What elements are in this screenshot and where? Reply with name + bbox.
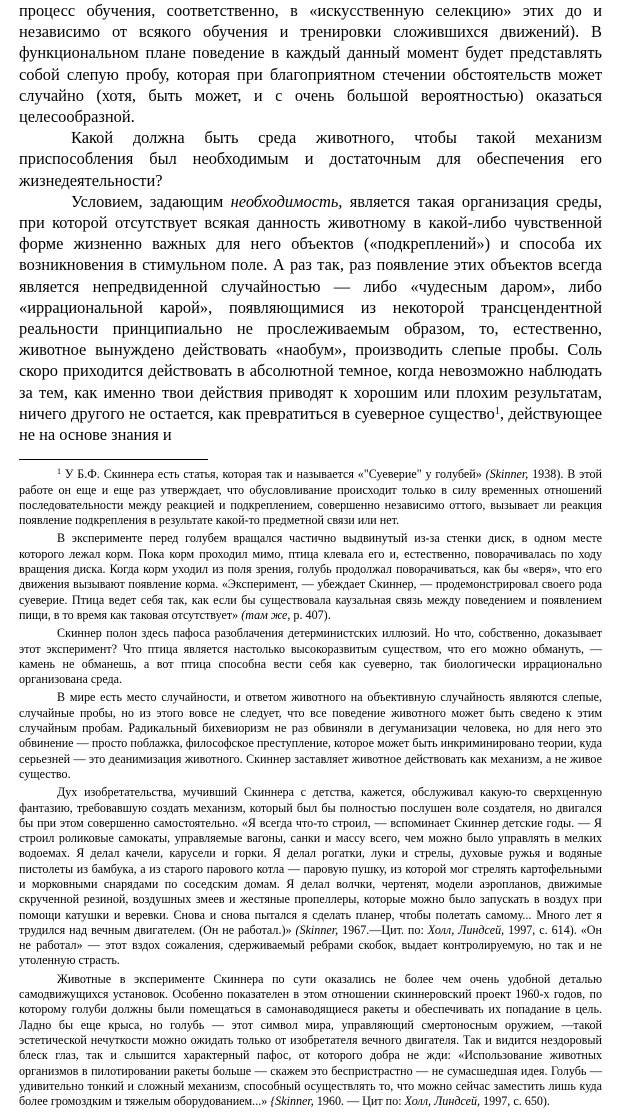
footnote-1-text-b: 1938). В этой работе он еще и еще раз утверждает, что обусловливание происходит только в силу временных отношений последовательности между реакцией и подкреплением, совершенно независимо оттого, вызывает ли реакция появление подкрепления в результате какой-то предметной связи или нет. — [19, 467, 602, 528]
footnote-5-citation-2: Холл, Линдсей, — [427, 922, 505, 937]
paragraph-1 — [19, 0, 602, 127]
footnote-1-text-a: У Б.Ф. Скиннера есть статья, которая так и называется «"Суеверие" у голубей» — [61, 467, 486, 482]
main-text — [19, 0, 602, 445]
footnote-paragraph-3 — [19, 626, 602, 687]
paragraph-1-text: процесс обучения, соответственно, в «искусственную селекцию» этих до и независимо от всякого обучения и тренировки сложившихся движений). В функциональном плане поведение в каждый данный момент будет представлять собой слепую пробу, которая при благоприятном стечении обстоятельств может случайно (хотя, быть может, и с очень большой вероятностью) оказаться целесообразной. — [19, 1, 602, 127]
footnotes — [19, 467, 602, 1109]
footnote-paragraph-6 — [19, 972, 602, 1110]
paragraph-3-text-a: Условием, задающим — [71, 191, 231, 211]
footnote-6-text-b: 1960. — Цит по: — [313, 1094, 405, 1109]
footnote-2-text-b: р. 407). — [290, 607, 331, 622]
footnote-2-citation: (там же, — [241, 607, 291, 622]
footnote-ref-1[interactable]: 1 — [494, 405, 500, 417]
footnote-5-citation-1: (Skinner, — [295, 922, 339, 937]
footnote-5-text-b: 1967.—Цит. по: — [338, 922, 428, 937]
footnote-paragraph-5 — [19, 785, 602, 969]
footnote-6-text-c: 1997, с. 650). — [480, 1094, 550, 1109]
document-page — [19, 0, 602, 1112]
footnote-4-text: В мире есть место случайности, и ответом животного на объективную случайность являются слепые, случайные пробы, но из этого вовсе не следует, что все поведение животного может быть сведено к этим случайным пробам. Радикальный бихевиоризм не раз обвиняли в дегуманизации человека, но для него это обвинение — просто поблажка, философское преступление, которое может быть инкриминировано теории, куда серьезней — это деанимизация животного. Скиннер заставляет животное действовать как механизм, а не живое существо. — [19, 690, 602, 781]
paragraph-2 — [19, 127, 602, 191]
footnote-2-text-a: В эксперименте перед голубем вращался частично выдвинутый из-за стенки диск, в одном месте которого лежал корм. Пока корм проходил мимо, птица клевала его и, естественно, поворачивалась по ходу вращения диска. Когда корм уходил из поля зрения, голубь продолжал поворачиваться, как бы «веря», что его движения вызывают появление корма. «Эксперимент, — убеждает Скиннер, — продемонстрировал своего рода суеверие. Птица ведет себя так, как если бы существовала каузальная связь между поведением и появлением пищи, в то время как таковая отсутствует» — [19, 531, 602, 622]
footnote-6-citation-2: Холл, Линдсей, — [404, 1094, 481, 1109]
footnote-5-text-c: 1997, с. 614). «Он не работал» — этот вздох сожаления, сдерживаемый ребрами скобок, выдает контролируемую, но так и не утоленную страсть. — [19, 922, 602, 968]
paragraph-2-text: Какой должна быть среда животного, чтобы такой механизм приспособления был необходимым и достаточным для обеспечения его жизнедеятельности? — [19, 128, 602, 190]
footnote-3-text: Скиннер полон здесь пафоса разоблачения детерминистских иллюзий. Но что, собственно, доказывает этот эксперимент? Что птица является настолько высокоразвитым существом, что его можно обмануть, — камень не обманешь, а вот птица способна вести себя как суеверно, так биологически иррационально организована среда. — [19, 626, 602, 687]
footnote-marker-1: 1 — [57, 467, 61, 477]
footnote-paragraph-2 — [19, 531, 602, 623]
footnote-6-citation-1: {Skinner, — [270, 1094, 314, 1109]
footnote-paragraph-4 — [19, 690, 602, 782]
footnote-separator — [19, 459, 208, 460]
footnote-6-text-a: Животные в эксперименте Скиннера по сути оказались не более чем очень удобной деталью самодвижущихся установок. Особенно показателен в этом отношении скиннеровский проект 1960-х годов, по которому голуби должны были помещаться в самонаводящиеся ракеты и обеспечивать их попадание в цель. Ладно бы еще крыса, но голубь — этот символ мира, управляющий смертоносным оружием, —такой эстетической нечуткости можно ожидать только от изобретателя вечного двигателя. Так и видится нездоровый блеск глаз, так и слышится характерный пафос, от которого добра не жди: «Использование животных организмов в пилотировании ракеты больше — скажем это беспристрастно — не сумасшедшая идея. Голубь — удивительно тонкий и сложный механизм, способный осуществлять то, что можно сейчас заместить лишь куда более громоздким и тяжелым оборудованием...» — [19, 971, 602, 1109]
footnote-1-citation: (Skinner, — [485, 467, 529, 482]
paragraph-3-text-c: , действующее не на основе знания и — [19, 403, 602, 445]
footnote-5-text-a: Дух изобретательства, мучивший Скиннера с детства, кажется, обслуживал какую-то сверхценную фантазию, требовавшую создать механизм, который был бы полностью послушен воле создателя, но двигался бы при этом совершенно самостоятельно. «Я всегда что-то строил, — вспоминает Скиннер детские годы. — Я строил роликовые самокаты, управляемые вагоны, санки и массу всего, чем можно было управлять в мелких водоемах. Я делал качели, карусели и горки. Я делал рогатки, луки и стрелы, духовые ружья и водяные пистолеты из бамбука, а из старого парового котла — паровую пушку, из которой мог стрелять картофельными и морковными снарядами по соседским домам. Я делал волчки, чертенят, модели аэропланов, движимые скрученной резиной, воздушных змеев и жестяные пропеллеры, которые можно было запускать в воздух при помощи катушки и веревки. Снова и снова пытался я сделать планер, чтобы полетать самому... Много лет я трудился над вечным двигателем. (Он не работал.)» — [19, 785, 602, 937]
emphasis-neobkhodimost: необходимость, — [230, 191, 343, 211]
footnote-1 — [19, 467, 602, 528]
paragraph-3 — [19, 191, 602, 445]
paragraph-3-text-b: является такая организация среды, при которой отсутствует всякая данность животному в какой-либо чувственной форме жизненно важных для него объектов («подкреплений») и способа их возникновения в стимульном поле. А раз так, раз появление этих объектов всегда является непредвиденной случайностью — либо «чудесным даром», либо «иррациональной карой», появляющимися из некоторой трансцендентной реальности принципиально не прослеживаемым образом, то, естественно, животное вынуждено действовать «наобум», производить слепые пробы. Соль скоро приходится действовать в абсолютной темное, когда невозможно наблюдать за тем, как именно твои действия приводят к хорошим или плохим результатам, ничего другого не остается, как превратиться в суеверное существо — [19, 191, 602, 423]
